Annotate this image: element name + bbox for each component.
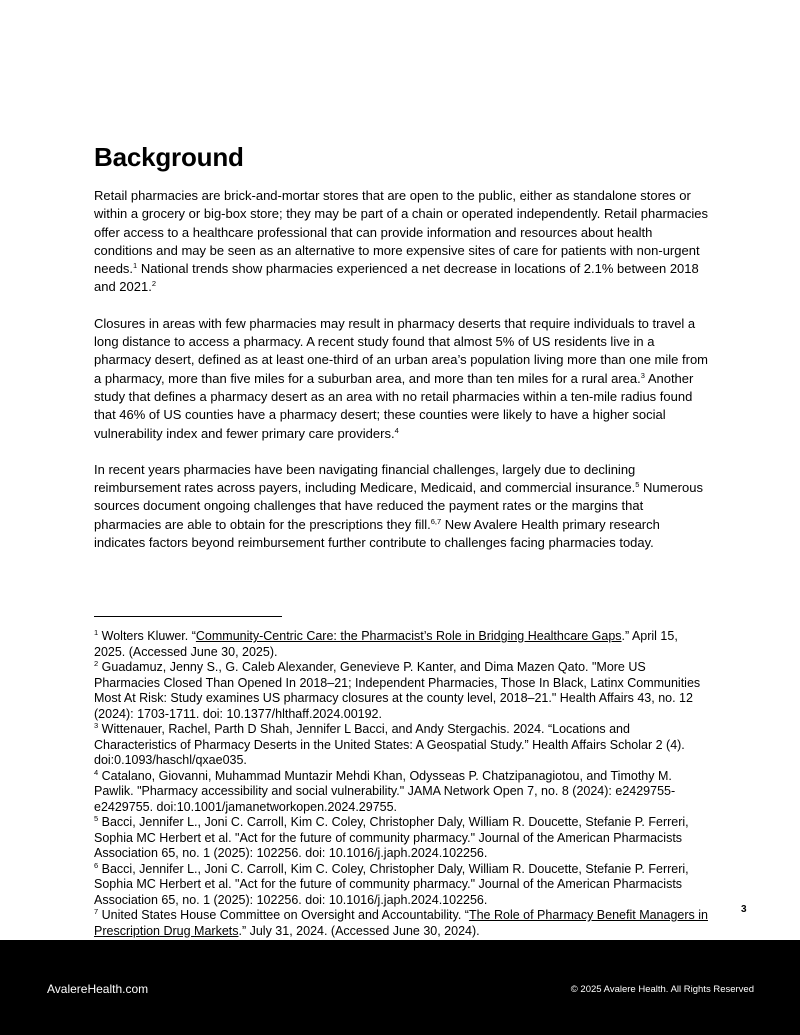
footnote-1 [94, 629, 712, 660]
footnote-4 [94, 769, 712, 816]
body-text [94, 187, 708, 570]
paragraph-financial-challenges [94, 461, 708, 552]
footnote-number: 7 [94, 907, 99, 916]
page-number: 3 [741, 904, 747, 915]
footnote-link-community-centric-care[interactable]: Community-Centric Care: the Pharmacist’s Role in Bridging Healthcare Gaps [195, 629, 622, 643]
footnote-ref-4[interactable]: 4 [394, 425, 399, 435]
paragraph-text: Retail pharmacies are brick-and-mortar stores that are open to the public, either as standalone stores or within a grocery or big-box store; they may be part of a chain or operated independently. Retail pharmacies offer access to a healthcare professional that can provide information and resources about health conditions and may be seen as an alternative to more expensive sites of care for patients with non-urgent needs. [94, 188, 708, 277]
footer-website-link[interactable]: AvalereHealth.com [47, 982, 149, 996]
paragraph-text: New Avalere Health primary research indicates factors beyond reimbursement further contribute to challenges facing pharmacies today. [94, 516, 660, 551]
footnote-text: .” July 31, 2024. (Accessed June 30, 2024). [238, 923, 480, 938]
footnote-number: 5 [94, 814, 99, 823]
footnote-6 [94, 862, 712, 909]
footnote-ref-6-7[interactable]: 6,7 [430, 516, 442, 526]
footer-copyright: © 2025 Avalere Health. All Rights Reserved [570, 984, 754, 995]
footnote-divider [94, 616, 282, 617]
footnote-ref-3[interactable]: 3 [640, 370, 645, 380]
footnote-3 [94, 722, 712, 769]
footnote-text: Wolters Kluwer. “ [98, 629, 196, 643]
footnote-text: United States House Committee on Oversight and Accountability. “ [98, 908, 469, 922]
footnote-text: Guadamuz, Jenny S., G. Caleb Alexander, Genevieve P. Kanter, and Dima Mazen Qato. "More US Pharmacies Closed Than Opened In 2018–21; Independent Pharmacies, Those In Black, Latinx Communities Most At Risk: Study examines US pharmacy closures at the county level, 2018–21." Health Affairs 43, no. 12 (2024): 1703-1711. doi: 10.1377/hlthaff.2024.00192. [94, 660, 701, 721]
section-heading: Background [94, 142, 244, 172]
paragraph-retail-pharmacies [94, 187, 708, 297]
footnote-ref-5[interactable]: 5 [635, 480, 640, 490]
footnote-ref-2[interactable]: 2 [151, 279, 157, 289]
footnote-text: Wittenauer, Rachel, Parth D Shah, Jennifer L Bacci, and Andy Stergachis. 2024. “Locations and Characteristics of Pharmacy Deserts in the United States: A Geospatial Study.” Health Affairs Scholar 2 (4). doi:0.1093/haschl/qxae035. [94, 722, 685, 767]
paragraph-text: National trends show pharmacies experienced a net decrease in locations of 2.1% between 2018 and 2021. [94, 261, 699, 295]
footer-bar [0, 940, 800, 1035]
footnote-number: 1 [94, 628, 99, 637]
paragraph-text: Another study that defines a pharmacy desert as an area with no retail pharmacies within a ten-mile radius found that 46% of US counties have a pharmacy desert; these counties were likely to have a higher social vulnerability index and fewer primary care providers. [94, 370, 694, 441]
footnote-link-pbm-role[interactable]: The Role of Pharmacy Benefit Managers in Prescription Drug Markets [94, 908, 708, 938]
footnote-text: .” April 15, 2025. (Accessed June 30, 2025). [94, 629, 678, 659]
paragraph-text: In recent years pharmacies have been navigating financial challenges, largely due to declining reimbursement rates across payers, including Medicare, Medicaid, and commercial insurance. [94, 461, 636, 496]
footnotes [94, 629, 712, 939]
footnote-text: Catalano, Giovanni, Muhammad Muntazir Mehdi Khan, Odysseas P. Chatzipanagiotou, and Timothy M. Pawlik. "Pharmacy accessibility and social vulnerability." JAMA Network Open 7, no. 8 (2024): e2429755-e2429755. doi:10.1001/jamanetworkopen.2024.29755. [94, 768, 676, 814]
footnote-number: 2 [94, 659, 99, 668]
footnote-text: Bacci, Jennifer L., Joni C. Carroll, Kim C. Coley, Christopher Daly, William R. Doucette, Stefanie P. Ferreri, Sophia MC Herbert et al. "Act for the future of community pharmacy." Journal of the American Pharmacists Association 65, no. 1 (2025): 102256. doi: 10.1016/j.japh.2024.102256. [94, 861, 689, 907]
footnote-number: 4 [94, 767, 99, 777]
footnote-number: 6 [94, 860, 99, 870]
paragraph-text: Numerous sources document ongoing challenges that have reduced the payment rates or the margins that pharmacies are able to obtain for the prescriptions they fill. [94, 480, 703, 532]
footnote-ref-1[interactable]: 1 [133, 261, 138, 271]
footnote-7 [94, 908, 712, 939]
paragraph-text: Closures in areas with few pharmacies may result in pharmacy deserts that require individuals to travel a long distance to access a pharmacy. A recent study found that almost 5% of US residents live in a pharmacy desert, defined as at least one-third of an urban area’s population living more than one mile from a pharmacy, more than five miles for a suburban area, and more than ten miles for a rural area. [94, 315, 709, 386]
footnote-number: 3 [94, 721, 99, 730]
footnote-2 [94, 660, 712, 722]
footnote-5 [94, 815, 712, 862]
footnote-text: Bacci, Jennifer L., Joni C. Carroll, Kim C. Coley, Christopher Daly, William R. Doucette, Stefanie P. Ferreri, Sophia MC Herbert et al. "Act for the future of community pharmacy." Journal of the American Pharmacists Association 65, no. 1 (2025): 102256. doi: 10.1016/j.japh.2024.102256. [94, 815, 689, 860]
paragraph-pharmacy-deserts [94, 315, 708, 443]
